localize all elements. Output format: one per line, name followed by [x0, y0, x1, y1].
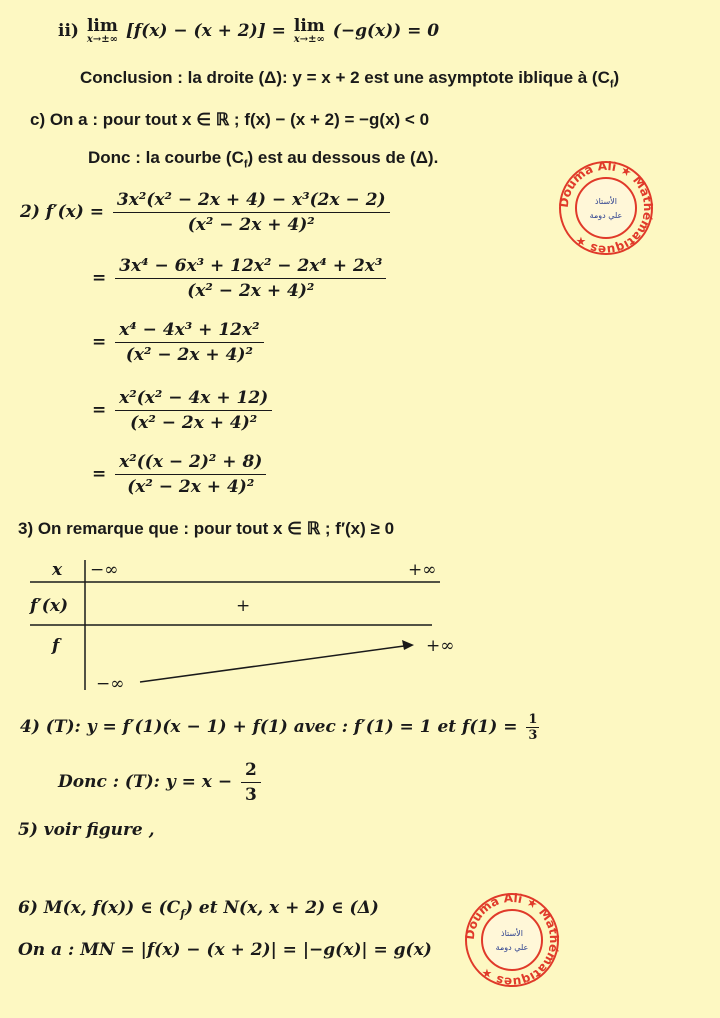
svg-text:الأستاذ: الأستاذ	[595, 197, 617, 206]
teacher-stamp-logo	[556, 158, 656, 258]
fraction-3: $\frac{\text{x⁴ − 4x³ + 12x²}}{\text{(x² − 2x + 4)²}}$	[115, 320, 263, 365]
limit-expression: [f(x) − (x + 2)] =	[125, 21, 286, 41]
part-6-line: 6) M(x, f(x)) ∈ $(C_f)$ et N(x, x + 2) ∈ (Δ)	[18, 898, 379, 921]
conclusion-line: Conclusion : la droite (Δ): y = x + 2 est une asymptote iblique à $(C_f)$	[80, 68, 620, 91]
svg-text:Douma Ali ★ Mathématiques ★: Douma Ali ★ Mathématiques ★	[462, 890, 562, 990]
svg-text:علي دومة: علي دومة	[495, 943, 529, 952]
derivative-line-5: = $\frac{\text{x²((x − 2)² + 8)}}{\text{(x² − 2x + 4)²}}$	[92, 452, 269, 497]
table-sign-plus: +	[236, 596, 251, 616]
limit-operator: lim x→±∞	[86, 16, 118, 45]
fraction-one-third: $\frac{1}{3}$	[528, 712, 538, 743]
svg-text:الأستاذ: الأستاذ	[501, 929, 523, 938]
part-c-line: c) On a : pour tout x ∈ ℝ ; f(x) − (x + 2) = −g(x) < 0	[30, 110, 430, 129]
table-row-x: x	[52, 560, 63, 580]
table-row-fprime: f′(x)	[30, 596, 69, 616]
derivative-line-1: 2) f′(x) = $\frac{\text{3x²(x² − 2x + 4) − x³(2x − 2)}}{\text{(x² − 2x + 4)²}}$	[20, 190, 393, 235]
table-row-f: f	[52, 636, 60, 656]
fraction-two-thirds: $\frac{2}{3}$	[241, 760, 261, 805]
limit-operator-2: lim x→±∞	[293, 16, 325, 45]
teacher-stamp-logo-2	[462, 890, 562, 990]
fraction-2: $\frac{\text{3x⁴ − 6x³ + 12x² − 2x⁴ + 2x³}}{\text{(x² − 2x + 4)²}}$	[115, 256, 386, 301]
derivative-line-3: = $\frac{\text{x⁴ − 4x³ + 12x²}}{\text{(x² − 2x + 4)²}}$	[92, 320, 267, 365]
part-3-line: 3) On remarque que : pour tout x ∈ ℝ ; f′(x) ≥ 0	[18, 519, 395, 538]
part-4-line: 4) (T): y = f′(1)(x − 1) + f(1) avec : f′(1) = 1 et f(1) = $\frac{1}{3}$	[20, 712, 538, 743]
derivative-line-4: = $\frac{\text{x²(x² − 4x + 12)}}{\text{(x² − 2x + 4)²}}$	[92, 388, 275, 433]
variation-arrow-head	[402, 640, 414, 650]
limit-line	[58, 18, 439, 45]
part-6-distance-line: On a : MN = |f(x) − (x + 2)| = |−g(x)| = g(x)	[18, 940, 432, 960]
svg-text:Douma Ali ★ Mathématiques ★: Douma Ali ★ Mathématiques ★	[556, 158, 656, 258]
part-5-line: 5) voir figure ,	[18, 820, 155, 840]
limit-result: (−g(x)) = 0	[332, 21, 440, 41]
table-x-end: +∞	[408, 560, 437, 580]
svg-text:علي دومة: علي دومة	[589, 211, 623, 220]
table-x-start: −∞	[90, 560, 119, 580]
tangent-line: Donc : (T): y = x − $\frac{2}{3}$	[58, 760, 264, 805]
donc-line: Donc : la courbe $(C_f)$ est au dessous de (Δ).	[88, 148, 439, 171]
fraction-1: $\frac{\text{3x²(x² − 2x + 4) − x³(2x − 2)}}{\text{(x² − 2x + 4)²}}$	[113, 190, 390, 235]
fraction-5: $\frac{\text{x²((x − 2)² + 8)}}{\text{(x² − 2x + 4)²}}$	[115, 452, 266, 497]
item-label: ii)	[58, 21, 79, 41]
derivative-line-2: = $\frac{\text{3x⁴ − 6x³ + 12x² − 2x⁴ + 2x³}}{\text{(x² − 2x + 4)²}}$	[92, 256, 389, 301]
table-f-end: +∞	[426, 636, 455, 656]
fraction-4: $\frac{\text{x²(x² − 4x + 12)}}{\text{(x² − 2x + 4)²}}$	[115, 388, 272, 433]
table-f-start: −∞	[96, 674, 125, 694]
variation-arrow	[140, 646, 404, 682]
